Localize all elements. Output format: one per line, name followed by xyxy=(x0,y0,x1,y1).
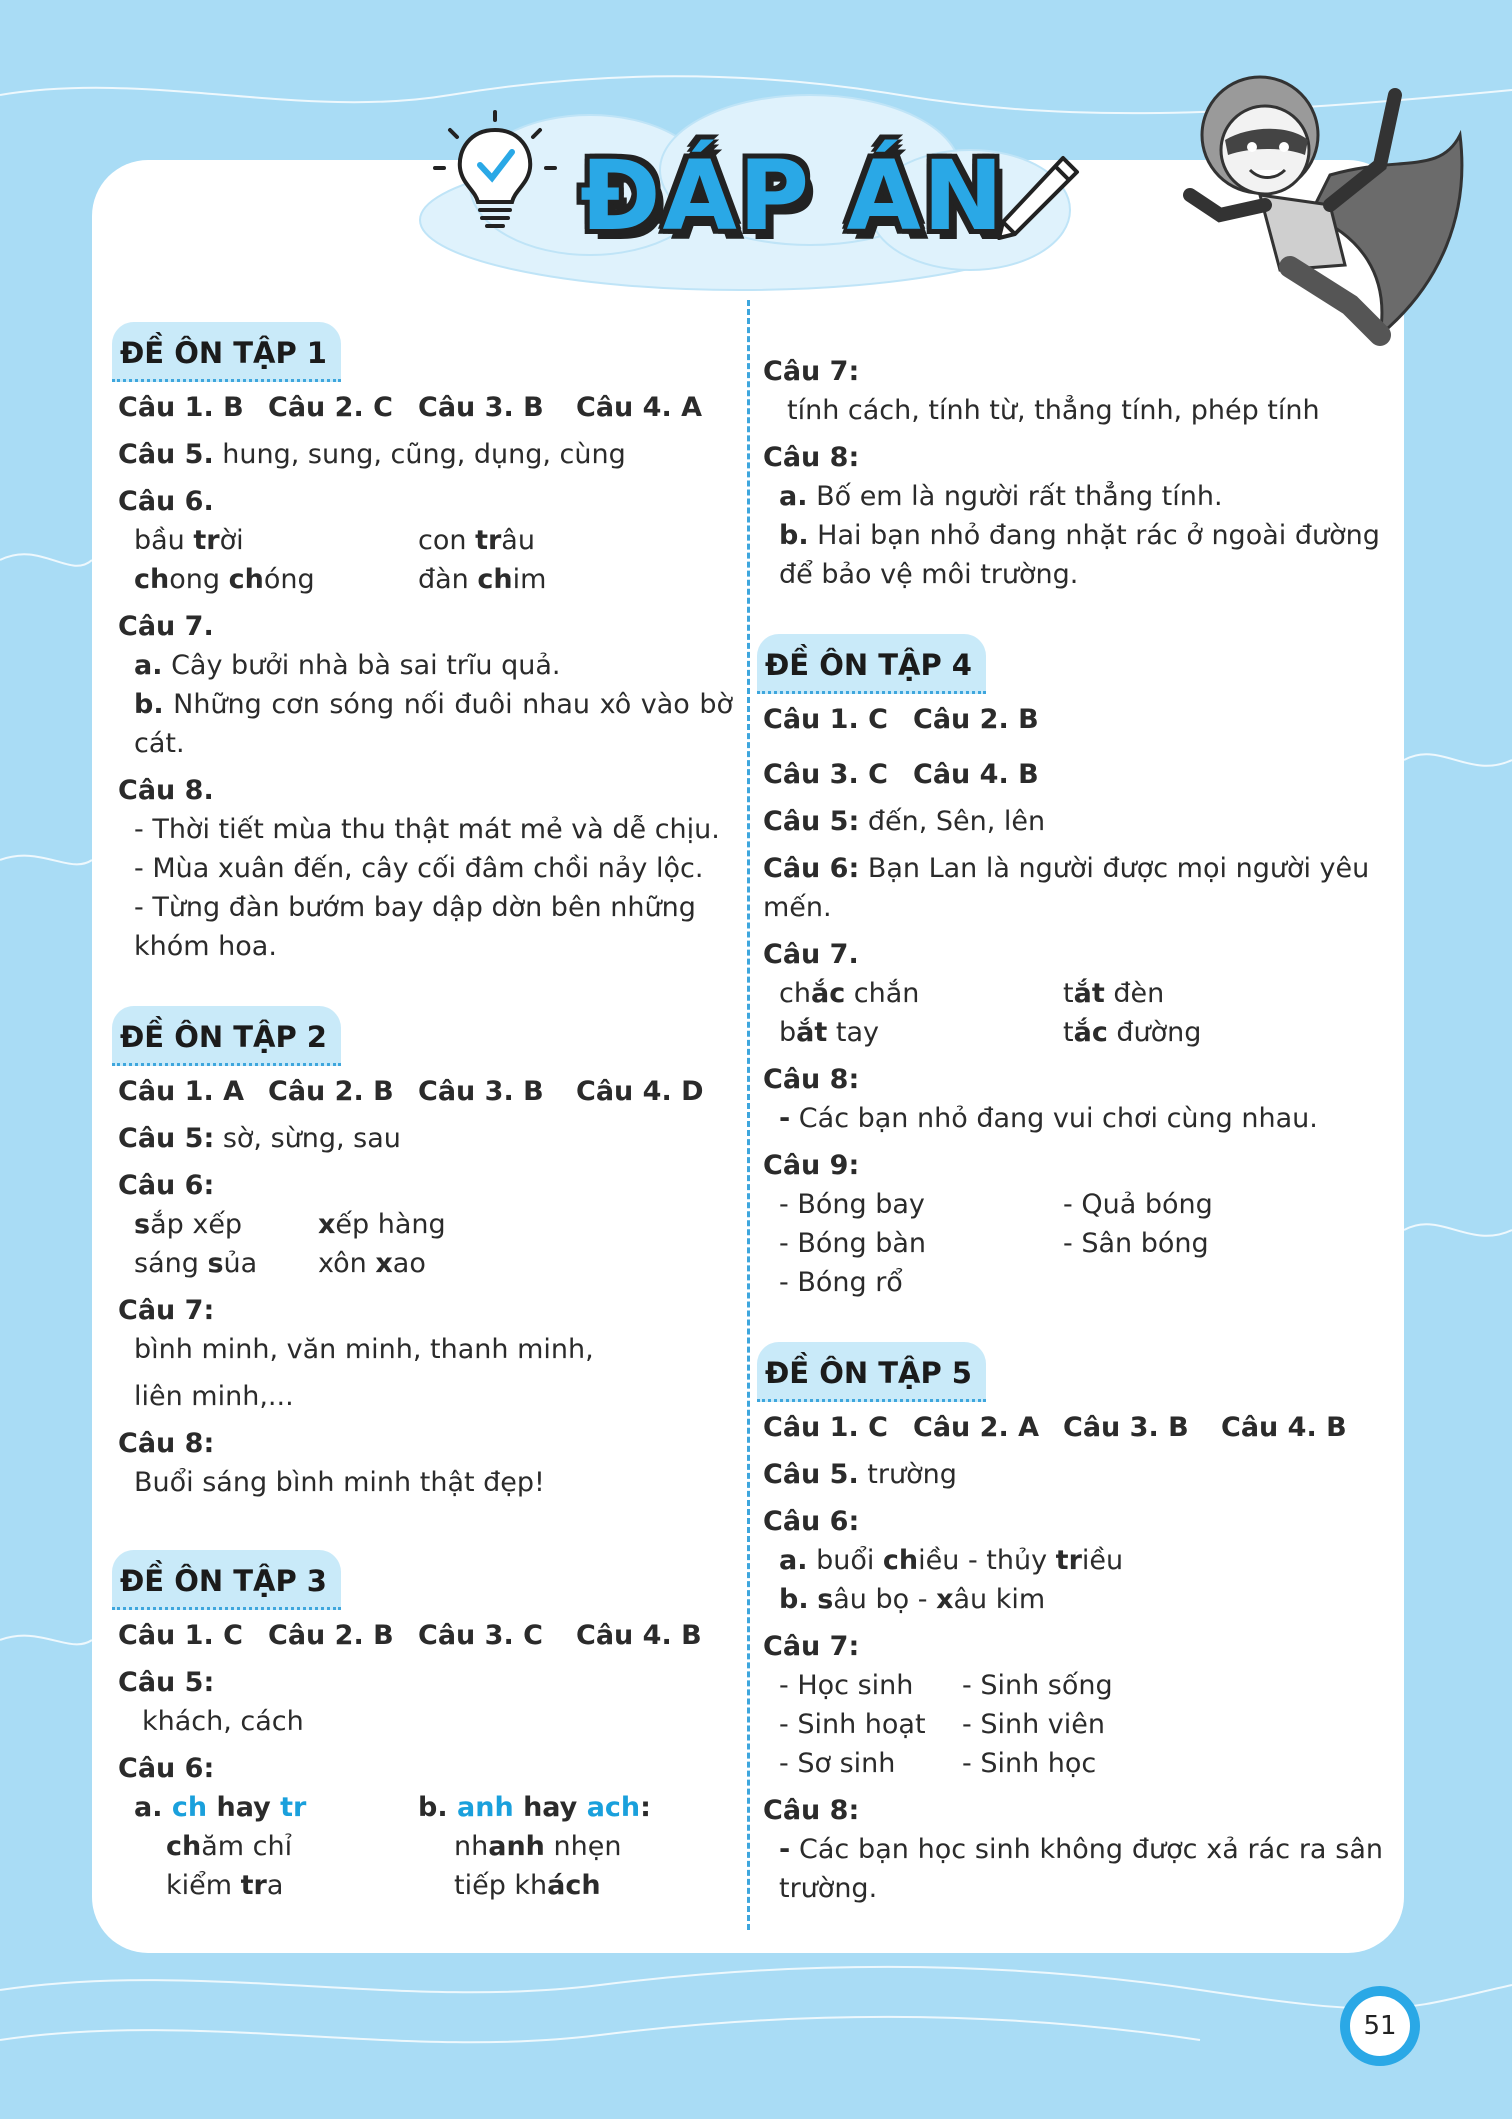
section-heading-de-5: ĐỀ ÔN TẬP 5 xyxy=(757,1342,986,1402)
de3-q8-label: Câu 8: xyxy=(763,442,860,473)
list-item: - Bóng rổ xyxy=(779,1267,903,1298)
list-item: - Sinh viên xyxy=(962,1709,1105,1740)
page-title: ĐÁP ÁN xyxy=(580,140,1006,252)
de3-q7-label: Câu 7: xyxy=(763,356,860,387)
de2-q6-row1 xyxy=(118,1205,733,1244)
de3-mc-answers xyxy=(118,1616,733,1655)
column-divider xyxy=(747,300,750,1930)
word: bầu trời xyxy=(134,525,244,556)
de1-q8-3: - Từng đàn bướm bay dập dờn bên những khóm hoa. xyxy=(134,892,696,962)
de1-q8-label: Câu 8. xyxy=(118,775,214,806)
de4-q8-text: - Các bạn nhỏ đang vui chơi cùng nhau. xyxy=(779,1103,1318,1134)
answer-q1: Câu 1. C xyxy=(763,1412,888,1443)
word: nhanh nhẹn xyxy=(454,1831,622,1862)
answer-q2: Câu 2. B xyxy=(913,704,1039,735)
list-item: - Bóng bay xyxy=(779,1189,925,1220)
de2-q7-2: liên minh,... xyxy=(134,1381,294,1412)
word: chăm chỉ xyxy=(166,1831,293,1862)
answer-q1: Câu 1. C xyxy=(118,1620,243,1651)
de4-q9-row1 xyxy=(763,1185,1383,1224)
word: xôn xao xyxy=(318,1248,426,1279)
word: kiểm tra xyxy=(166,1870,284,1901)
word: xếp hàng xyxy=(318,1209,446,1240)
word: con trâu xyxy=(418,525,535,556)
list-item: - Học sinh xyxy=(779,1670,914,1701)
de3-q8b: b. Hai bạn nhỏ đang nhặt rác ở ngoài đường để bảo vệ môi trường. xyxy=(779,520,1380,590)
list-item: - Sinh học xyxy=(962,1748,1097,1779)
word: chong chóng xyxy=(134,564,315,595)
de3-q6-row1 xyxy=(118,1827,733,1866)
de1-q8-2: - Mùa xuân đến, cây cối đâm chồi nảy lộc. xyxy=(134,853,704,884)
answer-q2: Câu 2. B xyxy=(268,1076,394,1107)
word: đàn chim xyxy=(418,564,547,595)
de1-q6-row2 xyxy=(118,560,733,599)
de1-q8-1: - Thời tiết mùa thu thật mát mẻ và dễ chịu. xyxy=(134,814,720,845)
answer-q3: Câu 3. C xyxy=(418,1620,543,1651)
de4-mc-row1 xyxy=(763,700,1383,739)
word: bắt tay xyxy=(779,1017,879,1048)
answer-q2: Câu 2. C xyxy=(268,392,393,423)
right-column xyxy=(763,352,1383,1908)
de5-q5: Câu 5. trường xyxy=(763,1459,957,1490)
de2-q8-text: Buổi sáng bình minh thật đẹp! xyxy=(134,1467,545,1498)
de5-q7-row3 xyxy=(763,1744,1383,1783)
answer-q3: Câu 3. B xyxy=(418,392,544,423)
answer-q4: Câu 4. B xyxy=(1221,1412,1347,1443)
word: tắc đường xyxy=(1063,1017,1202,1048)
de3-q6-label: Câu 6: xyxy=(118,1753,215,1784)
de1-q7a: a. Cây bưởi nhà bà sai trĩu quả. xyxy=(134,650,561,681)
answer-q3: Câu 3. C xyxy=(763,759,888,790)
page-number: 51 xyxy=(1346,1992,1414,2060)
de2-q7-label: Câu 7: xyxy=(118,1295,215,1326)
de4-q9-row2 xyxy=(763,1224,1383,1263)
de3-q6-row2 xyxy=(118,1866,733,1905)
de4-q5: Câu 5: đến, Sên, lên xyxy=(763,806,1046,837)
de2-q8-label: Câu 8: xyxy=(118,1428,215,1459)
q6a-header: a. ch hay tr xyxy=(134,1792,307,1823)
superhero-kid-illustration xyxy=(1180,55,1480,355)
word: chắc chắn xyxy=(779,978,920,1009)
de5-q6-label: Câu 6: xyxy=(763,1506,860,1537)
answer-q4: Câu 4. B xyxy=(913,759,1039,790)
answer-q4: Câu 4. D xyxy=(576,1076,704,1107)
de5-q7-label: Câu 7: xyxy=(763,1631,860,1662)
answer-q1: Câu 1. B xyxy=(118,392,244,423)
answer-q2: Câu 2. B xyxy=(268,1620,394,1651)
list-item: - Sinh sống xyxy=(962,1670,1113,1701)
de5-q8-text: - Các bạn học sinh không được xả rác ra sân trường. xyxy=(779,1834,1383,1904)
de5-q7-row2 xyxy=(763,1705,1383,1744)
de5-q7-row1 xyxy=(763,1666,1383,1705)
de1-q6-label: Câu 6. xyxy=(118,486,214,517)
q6b-header: b. anh hay ach: xyxy=(418,1792,651,1823)
de2-q6-row2 xyxy=(118,1244,733,1283)
de3-q5-text: khách, cách xyxy=(142,1706,304,1737)
answer-q3: Câu 3. B xyxy=(418,1076,544,1107)
answer-q1: Câu 1. C xyxy=(763,704,888,735)
word: tiếp khách xyxy=(454,1870,601,1901)
de5-mc-answers xyxy=(763,1408,1383,1447)
section-heading-de-3: ĐỀ ÔN TẬP 3 xyxy=(112,1550,341,1610)
de2-q6-label: Câu 6: xyxy=(118,1170,215,1201)
de1-q7-label: Câu 7. xyxy=(118,611,214,642)
answer-q4: Câu 4. A xyxy=(576,392,702,423)
de3-q6-headers xyxy=(118,1788,733,1827)
list-item: - Sơ sinh xyxy=(779,1748,896,1779)
section-heading-de-1: ĐỀ ÔN TẬP 1 xyxy=(112,322,341,382)
de2-q5: Câu 5: sờ, sừng, sau xyxy=(118,1123,401,1154)
lightbulb-icon xyxy=(430,110,560,240)
de2-mc-answers xyxy=(118,1072,733,1111)
answer-q4: Câu 4. B xyxy=(576,1620,702,1651)
word: sắp xếp xyxy=(134,1209,243,1240)
section-heading-de-4: ĐỀ ÔN TẬP 4 xyxy=(757,634,986,694)
de4-q7-row2 xyxy=(763,1013,1383,1052)
de4-q7-row1 xyxy=(763,974,1383,1013)
de4-q9-label: Câu 9: xyxy=(763,1150,860,1181)
de3-q7-text: tính cách, tính từ, thẳng tính, phép tính xyxy=(787,395,1320,426)
q5-label: Câu 5. xyxy=(118,439,214,470)
de1-q5 xyxy=(118,435,733,474)
de2-q7-1: bình minh, văn minh, thanh minh, xyxy=(134,1334,594,1365)
de5-q6a: a. buổi chiều - thủy triều xyxy=(779,1545,1124,1576)
de4-mc-row2 xyxy=(763,755,1383,794)
de3-q5-label: Câu 5: xyxy=(118,1667,215,1698)
de4-q6: Câu 6: Bạn Lan là người được mọi người yêu mến. xyxy=(763,853,1370,923)
list-item: - Quả bóng xyxy=(1063,1189,1213,1220)
de5-q8-label: Câu 8: xyxy=(763,1795,860,1826)
left-column xyxy=(118,322,733,1905)
list-item: - Sinh hoạt xyxy=(779,1709,926,1740)
de3-q8a: a. Bố em là người rất thẳng tính. xyxy=(779,481,1223,512)
word: tắt đèn xyxy=(1063,978,1165,1009)
list-item: - Sân bóng xyxy=(1063,1228,1209,1259)
de1-mc-answers xyxy=(118,388,733,427)
answer-q2: Câu 2. A xyxy=(913,1412,1039,1443)
de1-q6-row1 xyxy=(118,521,733,560)
section-heading-de-2: ĐỀ ÔN TẬP 2 xyxy=(112,1006,341,1066)
answer-q1: Câu 1. A xyxy=(118,1076,244,1107)
q5-text: hung, sung, cũng, dụng, cùng xyxy=(213,439,626,470)
de1-q7b: b. Những cơn sóng nối đuôi nhau xô vào bờ cát. xyxy=(134,689,733,759)
de5-q6b: b. sâu bọ - xâu kim xyxy=(779,1584,1046,1615)
de4-q7-label: Câu 7. xyxy=(763,939,859,970)
list-item: - Bóng bàn xyxy=(779,1228,926,1259)
answer-q3: Câu 3. B xyxy=(1063,1412,1189,1443)
pen-icon xyxy=(985,150,1085,250)
word: sáng sủa xyxy=(134,1248,258,1279)
de4-q8-label: Câu 8: xyxy=(763,1064,860,1095)
